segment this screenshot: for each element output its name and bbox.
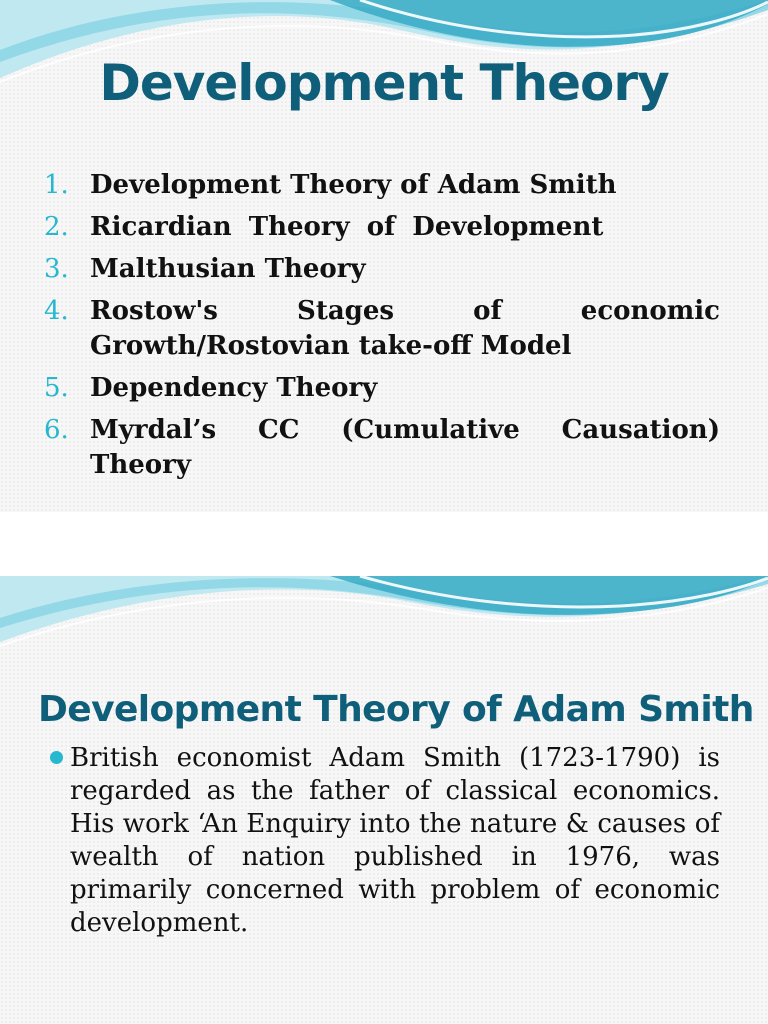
theory-list (44, 168, 720, 490)
list-number: 4. (44, 296, 69, 326)
bullet-paragraph (50, 742, 720, 940)
list-item (44, 252, 720, 287)
slide-title: Development Theory (99, 54, 669, 112)
bullet-icon (50, 751, 63, 764)
list-item-text: Malthusian Theory (90, 254, 366, 284)
slide-title: Development Theory of Adam Smith (38, 689, 754, 730)
list-number: 6. (44, 415, 69, 445)
list-item (44, 168, 720, 203)
list-item (44, 294, 720, 364)
list-number: 1. (44, 170, 69, 200)
list-item-text: Ricardian Theory of Development (90, 212, 604, 242)
list-item-text: Myrdal’s CC (Cumulative Causation) Theory (90, 415, 720, 480)
list-item (44, 371, 720, 406)
list-item-text: Dependency Theory (90, 373, 378, 403)
list-item-text: Rostow's Stages of economic Growth/Rostovian take-off Model (90, 296, 720, 361)
list-item (44, 413, 720, 483)
list-item (44, 210, 720, 245)
list-number: 3. (44, 254, 69, 284)
paragraph-text: British economist Adam Smith (1723-1790) is regarded as the father of classical economics. His work ‘An Enquiry into the nature & causes of wealth of nation published in 1976, was primarily concerned with problem of economic development. (70, 743, 720, 938)
header-wave-decoration (0, 576, 768, 676)
list-item-text: Development Theory of Adam Smith (90, 170, 617, 200)
list-number: 5. (44, 373, 69, 403)
list-number: 2. (44, 212, 69, 242)
slide-2 (0, 576, 768, 1024)
